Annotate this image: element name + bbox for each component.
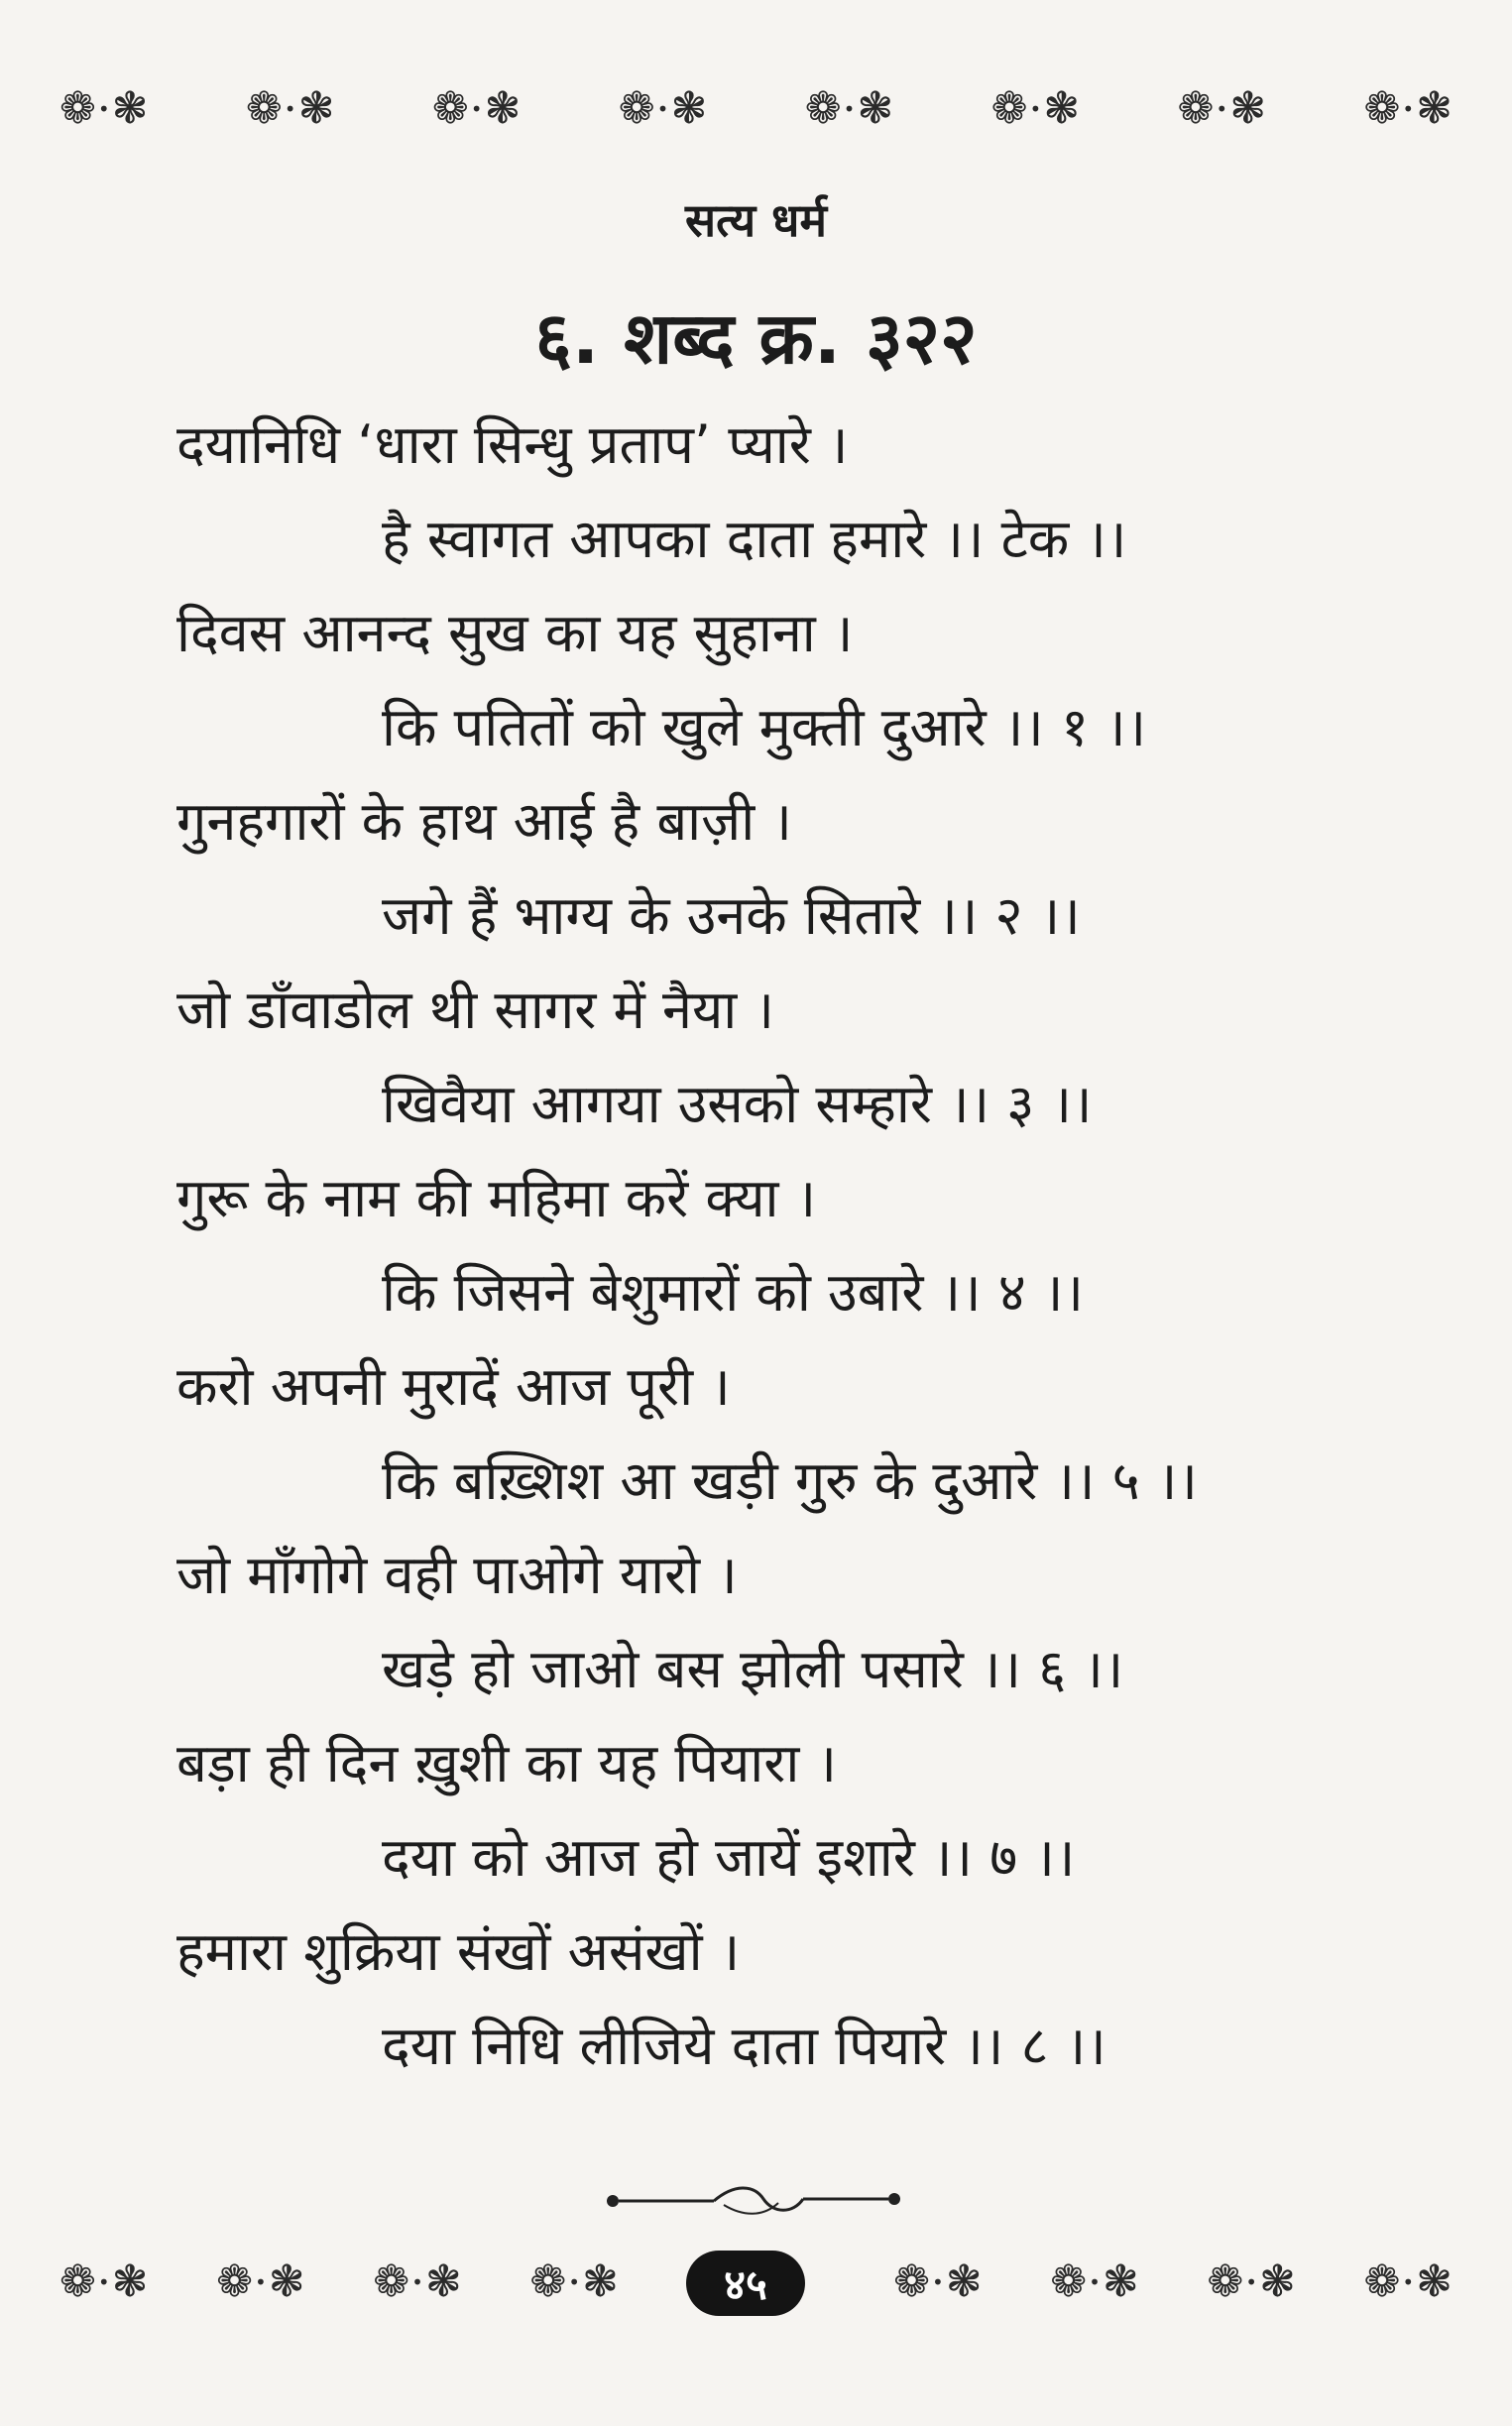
verse-line: जो डाँवाडोल थी सागर में नैया । bbox=[176, 979, 774, 1041]
floral-ornament-icon: ❁ • ❃ bbox=[1207, 2256, 1296, 2307]
verse-line: गुरू के नाम की महिमा करें क्या । bbox=[176, 1167, 817, 1229]
floral-ornament-icon: ❁ • ❃ bbox=[529, 2256, 619, 2307]
book-title: सत्य धर्म bbox=[685, 193, 827, 247]
verse-line: जो माँगोगे वही पाओगे यारो । bbox=[176, 1544, 738, 1606]
verse-line-refrain: कि बख़्शिश आ खड़ी गुरु के दुआरे ।। ५ ।। bbox=[382, 1449, 1198, 1512]
floral-ornament-icon: ❁ • ❃ bbox=[990, 83, 1081, 134]
verse-line: बड़ा ही दिन ख़ुशी का यह पियारा । bbox=[176, 1732, 837, 1794]
floral-ornament-icon: ❁ • ❃ bbox=[1363, 2256, 1453, 2307]
floral-ornament-icon: ❁ • ❃ bbox=[1050, 2256, 1139, 2307]
shabad-heading: ६. शब्द क्र. ३२२ bbox=[534, 296, 978, 380]
verse-line-refrain: जगे हैं भाग्य के उनके सितारे ।। २ ।। bbox=[382, 884, 1081, 947]
floral-ornament-icon: ❁ • ❃ bbox=[804, 83, 894, 134]
verse-line-refrain: खड़े हो जाओ बस झोली पसारे ।। ६ ।। bbox=[382, 1638, 1124, 1700]
floral-ornament-icon: ❁ • ❃ bbox=[1363, 83, 1453, 134]
floral-ornament-icon: ❁ • ❃ bbox=[59, 83, 149, 134]
floral-ornament-icon: ❁ • ❃ bbox=[216, 2256, 305, 2307]
floral-ornament-icon: ❁ • ❃ bbox=[59, 2256, 149, 2307]
verse-line-refrain: दया निधि लीजिये दाता पियारे ।। ८ ।। bbox=[382, 2015, 1106, 2077]
verse-line: दिवस आनन्द सुख का यह सुहाना । bbox=[176, 602, 854, 664]
verse-line-refrain: कि पतितों को खुले मुक्ती दुआरे ।। १ ।। bbox=[382, 696, 1147, 758]
verse-line-refrain: खिवैया आगया उसको सम्हारे ।। ३ ।। bbox=[382, 1073, 1093, 1135]
verse-line: हमारा शुक्रिया संखों असंखों । bbox=[176, 1920, 741, 1983]
flourish-divider-icon bbox=[605, 2179, 902, 2219]
floral-ornament-icon: ❁ • ❃ bbox=[245, 83, 335, 134]
floral-ornament-icon: ❁ • ❃ bbox=[1177, 83, 1267, 134]
verse-line: गुनहगारों के हाथ आई है बाज़ी । bbox=[176, 790, 792, 853]
verse-line-refrain: कि जिसने बेशुमारों को उबारे ।। ४ ।। bbox=[382, 1261, 1084, 1324]
verse-line: करो अपनी मुरादें आज पूरी । bbox=[176, 1355, 731, 1418]
floral-ornament-icon: ❁ • ❃ bbox=[431, 83, 522, 134]
floral-ornament-icon: ❁ • ❃ bbox=[373, 2256, 462, 2307]
top-ornamental-border bbox=[59, 69, 1453, 149]
floral-ornament-icon: ❁ • ❃ bbox=[893, 2256, 983, 2307]
floral-ornament-icon: ❁ • ❃ bbox=[618, 83, 708, 134]
page-number: ४५ bbox=[724, 2259, 767, 2309]
page-number-badge bbox=[686, 2251, 805, 2316]
verse-line-refrain: दया को आज हो जायें इशारे ।। ७ ।। bbox=[382, 1826, 1076, 1889]
verse-line-refrain: है स्वागत आपका दाता हमारे ।। टेक ।। bbox=[382, 508, 1127, 570]
verse-line: दयानिधि ‘धारा सिन्धु प्रताप’ प्यारे । bbox=[176, 413, 849, 476]
